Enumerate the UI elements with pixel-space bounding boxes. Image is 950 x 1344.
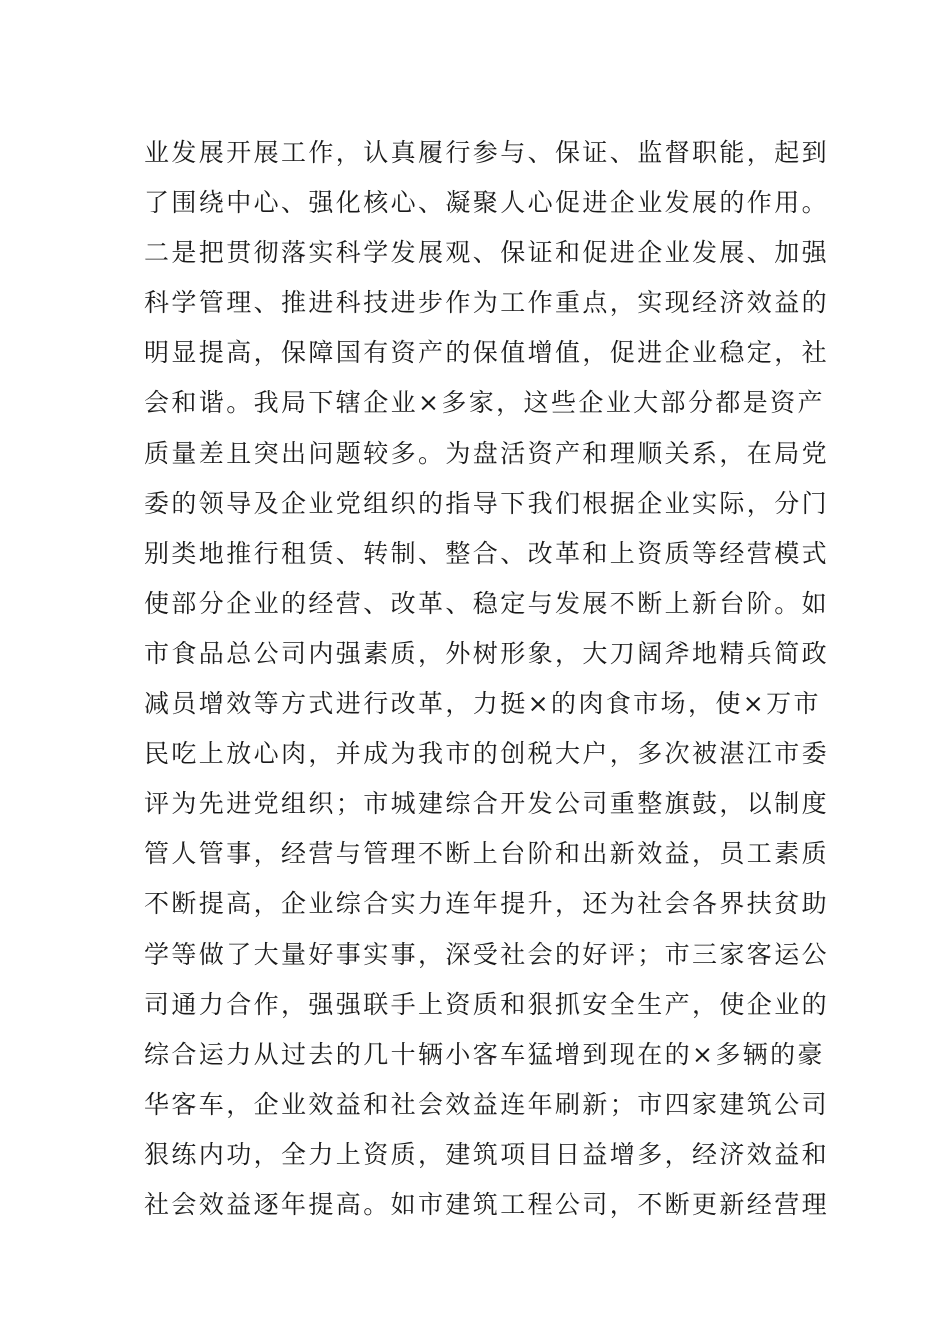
text-line: 质量差且突出问题较多。为盘活资产和理顺关系，在局党 (144, 438, 830, 468)
text-line: 市食品总公司内强素质，外树形象，大刀阔斧地精兵简政 (144, 638, 830, 668)
text-line: 评为先进党组织；市城建综合开发公司重整旗鼓，以制度 (144, 789, 830, 819)
text-line: 司通力合作，强强联手上资质和狠抓安全生产，使企业的 (144, 989, 830, 1019)
text-line: 会和谐。我局下辖企业×多家，这些企业大部分都是资产 (144, 388, 825, 418)
text-line: 综合运力从过去的几十辆小客车猛增到现在的×多辆的豪 (144, 1039, 825, 1069)
text-line: 不断提高，企业综合实力连年提升，还为社会各界扶贫助 (144, 889, 830, 919)
text-line: 华客车，企业效益和社会效益连年刷新；市四家建筑公司 (144, 1089, 830, 1119)
body-text (144, 128, 830, 1230)
text-line: 业发展开展工作，认真履行参与、保证、监督职能，起到 (144, 138, 830, 167)
text-line: 社会效益逐年提高。如市建筑工程公司，不断更新经营理 (144, 1189, 830, 1219)
text-line: 二是把贯彻落实科学发展观、保证和促进企业发展、加强 (144, 238, 830, 268)
text-line: 明显提高，保障国有资产的保值增值，促进企业稳定，社 (144, 338, 830, 368)
text-line: 别类地推行租赁、转制、整合、改革和上资质等经营模式 (144, 538, 830, 568)
text-line: 民吃上放心肉，并成为我市的创税大户，多次被湛江市委 (144, 739, 830, 769)
text-line: 学等做了大量好事实事，深受社会的好评；市三家客运公 (144, 939, 830, 969)
text-line: 使部分企业的经营、改革、稳定与发展不断上新台阶。如 (144, 588, 830, 618)
text-line: 科学管理、推进科技进步作为工作重点，实现经济效益的 (144, 288, 830, 318)
text-line: 了围绕中心、强化核心、凝聚人心促进企业发展的作用。 (144, 188, 830, 218)
text-line: 狠练内功，全力上资质，建筑项目日益增多，经济效益和 (144, 1139, 830, 1169)
text-line: 管人管事，经营与管理不断上台阶和出新效益，员工素质 (144, 839, 830, 869)
text-line: 委的领导及企业党组织的指导下我们根据企业实际，分门 (144, 488, 830, 518)
text-line: 减员增效等方式进行改革，力挺×的肉食市场，使×万市 (144, 689, 821, 719)
